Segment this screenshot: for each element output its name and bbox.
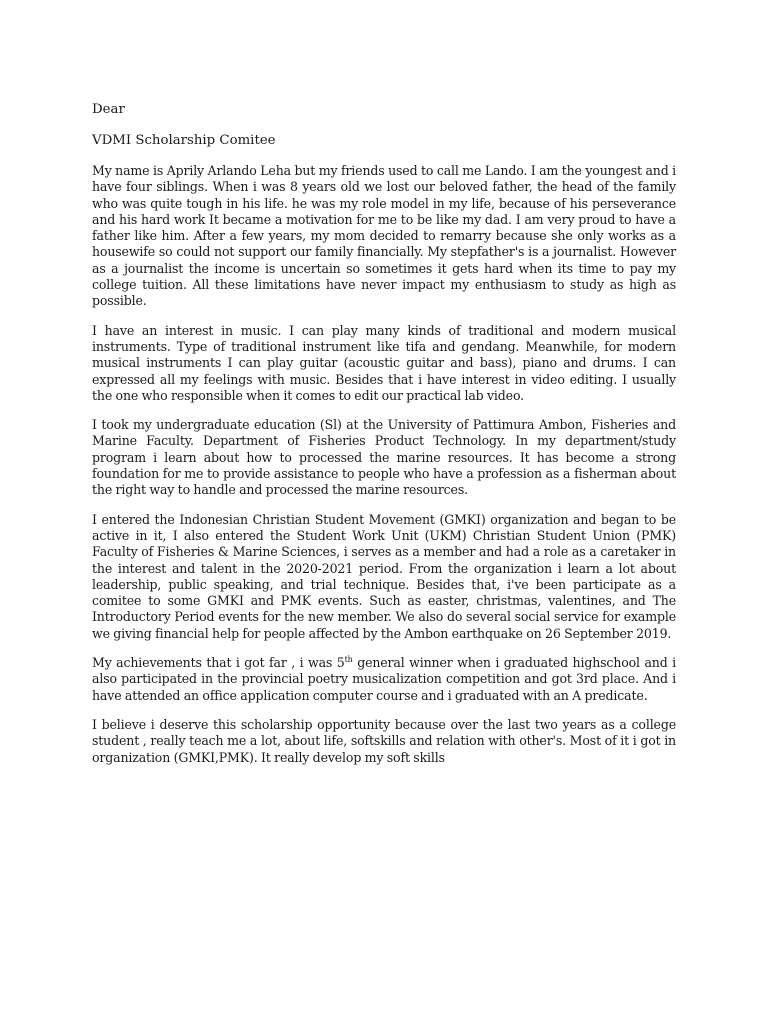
- paragraph-interests: I have an interest in music. I can play many kinds of traditional and modern musical instruments. Type of traditional instrument like tifa and gendang. Meanwhile, for modern musical instruments I can play guitar (acoustic guitar and bass), piano and drums. I can expressed all my feelings with music. Besides that i have interest in video editing. I usually the one who responsible when it comes to edit our practical lab video.: [92, 322, 676, 403]
- paragraph-family-background: My name is Aprily Arlando Leha but my friends used to call me Lando. I am the youngest and i have four siblings. When i was 8 years old we lost our beloved father, the head of the family who was quite tough in his life. he was my role model in my life, because of his perseverance and his hard work It became a motivation for me to be like my dad. I am very proud to have a father like him. After a few years, my mom decided to remarry because she only works as a housewife so could not support our family financially. My stepfather's is a journalist. However as a journalist the income is uncertain so sometimes it gets hard when its time to pay my college tuition. All these limitations have never impact my enthusiasm to study as high as possible.: [92, 163, 676, 309]
- salutation: Dear: [92, 102, 125, 117]
- achievements-text-end: general winner when i graduated highschool and i also participated in the provincial poetry musicalization competition and got 3rd place. And i have attended an office application computer course and i graduated with an A predicate.: [92, 655, 676, 703]
- ordinal-superscript: th: [344, 654, 353, 664]
- paragraph-organization: I entered the Indonesian Christian Student Movement (GMKI) organization and began to be active in it, I also entered the Student Work Unit (UKM) Christian Student Union (PMK) Faculty of Fisheries & Marine Sciences, i serves as a member and had a role as a caretaker in the interest and talent in the 2020-2021 period. From the organization i learn a lot about leadership, public speaking, and trial technique. Besides that, i've been participate as a comitee to some GMKI and PMK events. Such as easter, christmas, valentines, and The Introductory Period events for the new member. We also do several social service for example we giving financial help for people affected by the Ambon earthquake on 26 September 2019.: [92, 511, 676, 641]
- achievements-text-start: My achievements that i got far , i was 5: [92, 655, 345, 671]
- paragraph-achievements: [92, 655, 676, 704]
- recipient: VDMI Scholarship Comitee: [92, 133, 276, 148]
- paragraph-closing: I believe i deserve this scholarship opportunity because over the last two years as a college student , really teach me a lot, about life, softskills and relation with other's. Most of it i got in organization (GMKI,PMK). It really develop my soft skills: [92, 716, 676, 765]
- paragraph-education: I took my undergraduate education (Sl) at the University of Pattimura Ambon, Fisheries and Marine Faculty. Department of Fisheries Product Technology. In my department/study program i learn about how to processed the marine resources. It has become a strong foundation for me to provide assistance to people who have a profession as a fisherman about the right way to handle and processed the marine resources.: [92, 417, 676, 498]
